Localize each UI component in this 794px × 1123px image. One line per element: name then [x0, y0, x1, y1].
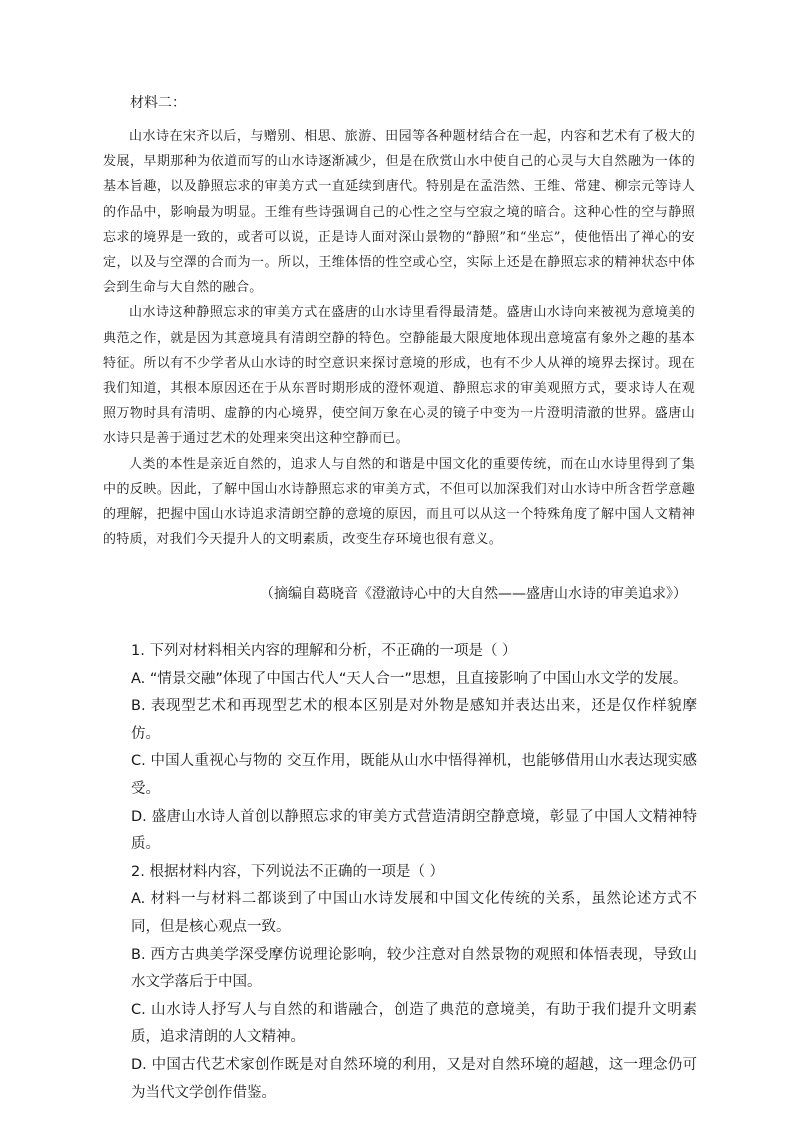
question-2-option-c: C. 山水诗人抒写人与自然的和谐融合，创造了典范的意境美，有助于我们提升文明素质，追求清朗的人文精神。: [131, 1001, 697, 1046]
material-title: 材料二：: [130, 95, 186, 111]
question-1-option-d: D. 盛唐山水诗人首创以静照忘求的审美方式营造清朗空静意境，彰显了中国人文精神特质。: [131, 808, 697, 853]
question-2-stem: 2. 根据材料内容，下列说法不正确的一项是（ ）: [131, 863, 445, 880]
questions-section: [131, 638, 697, 1107]
question-2-option-a: A. 材料一与材料二都谈到了中国山水诗发展和中国文化传统的关系，虽然论述方式不同，但是核心观点一致。: [131, 891, 697, 935]
passage-paragraph-3: 人类的本性是亲近自然的，追求人与自然的和谐是中国文化的重要传统，而在山水诗里得到了集中的反映。因此，了解中国山水诗静照忘求的审美方式，不但可以加深我们对山水诗中所含哲学意趣的理解，把握中国山水诗追求清朗空静的意境的原因，而且可以从这一个特殊角度了解中国人文精神的特质，对我们今天提升人的文明素质，改变生存环境也很有意义。: [103, 456, 695, 548]
passage-paragraph-1: 山水诗在宋齐以后，与赠别、相思、旅游、田园等各种题材结合在一起，内容和艺术有了极大的发展，早期那种为依道而写的山水诗逐渐减少，但是在欣赏山水中使自己的心灵与大自然融为一体的基本旨趣，以及静照忘求的审美方式一直延续到唐代。特别是在孟浩然、王维、常建、柳宗元等诗人的作品中，影响最为明显。王维有些诗强调自己的心性之空与空寂之境的暗合。这种心性的空与静照忘求的境界是一致的，或者可以说，正是诗人面对深山景物的“静照”和“坐忘”，使他悟出了禅心的安定，以及与空澤的合而为一。所以，王维体悟的性空或心空，实际上还是在静照忘求的精神状态中体会到生命与大自然的融合。: [103, 129, 695, 296]
question-1-option-c: C. 中国人重视心与物的 交互作用，既能从山水中悟得禅机，也能够借用山水表达现实感受。: [131, 753, 697, 797]
question-1: [131, 638, 697, 859]
question-2-option-b: B. 西方古典美学深受摩仿说理论影响，较少注意对自然景物的观照和体悟表现，导致山水文学落后于中国。: [131, 946, 697, 991]
question-2: [131, 859, 697, 1107]
question-1-option-b: B. 表现型艺术和再现型艺术的根本区别是对外物是感知并表达出来，还是仅作样貌摩仿。: [131, 698, 697, 742]
question-2-option-d: D. 中国古代艺术家创作既是对自然环境的利用，又是对自然环境的超越，这一理念仍可为当代文学创作借鉴。: [131, 1056, 697, 1101]
question-1-option-a: A. “情景交融”体现了中国古代人“天人合一”思想，且直接影响了中国山水文学的发展。: [131, 670, 688, 687]
question-1-stem: 1. 下列对材料相关内容的理解和分析，不正确的一项是（ ）: [131, 643, 517, 659]
source-citation: （摘编自葛晓音《澄澈诗心中的大自然——盛唐山水诗的审美追求》）: [260, 586, 687, 602]
passage-paragraph-2: 山水诗这种静照忘求的审美方式在盛唐的山水诗里看得最清楚。盛唐山水诗向来被视为意境美的典范之作，就是因为其意境具有清朗空静的特色。空静能最大限度地体现出意境富有象外之趣的基本特征。所以有不少学者从山水诗的时空意识来探讨意境的形成，也有不少人从禅的境界去探讨。现在我们知道，其根本原因还在于从东晋时期形成的澄怀观道、静照忘求的审美观照方式，要求诗人在观照万物时具有清明、虚静的内心境界，使空间万象在心灵的镜子中变为一片澄明清澈的世界。盛唐山水诗只是善于通过艺术的处理来突出这种空静而已。: [103, 305, 695, 447]
passage: [103, 124, 695, 552]
